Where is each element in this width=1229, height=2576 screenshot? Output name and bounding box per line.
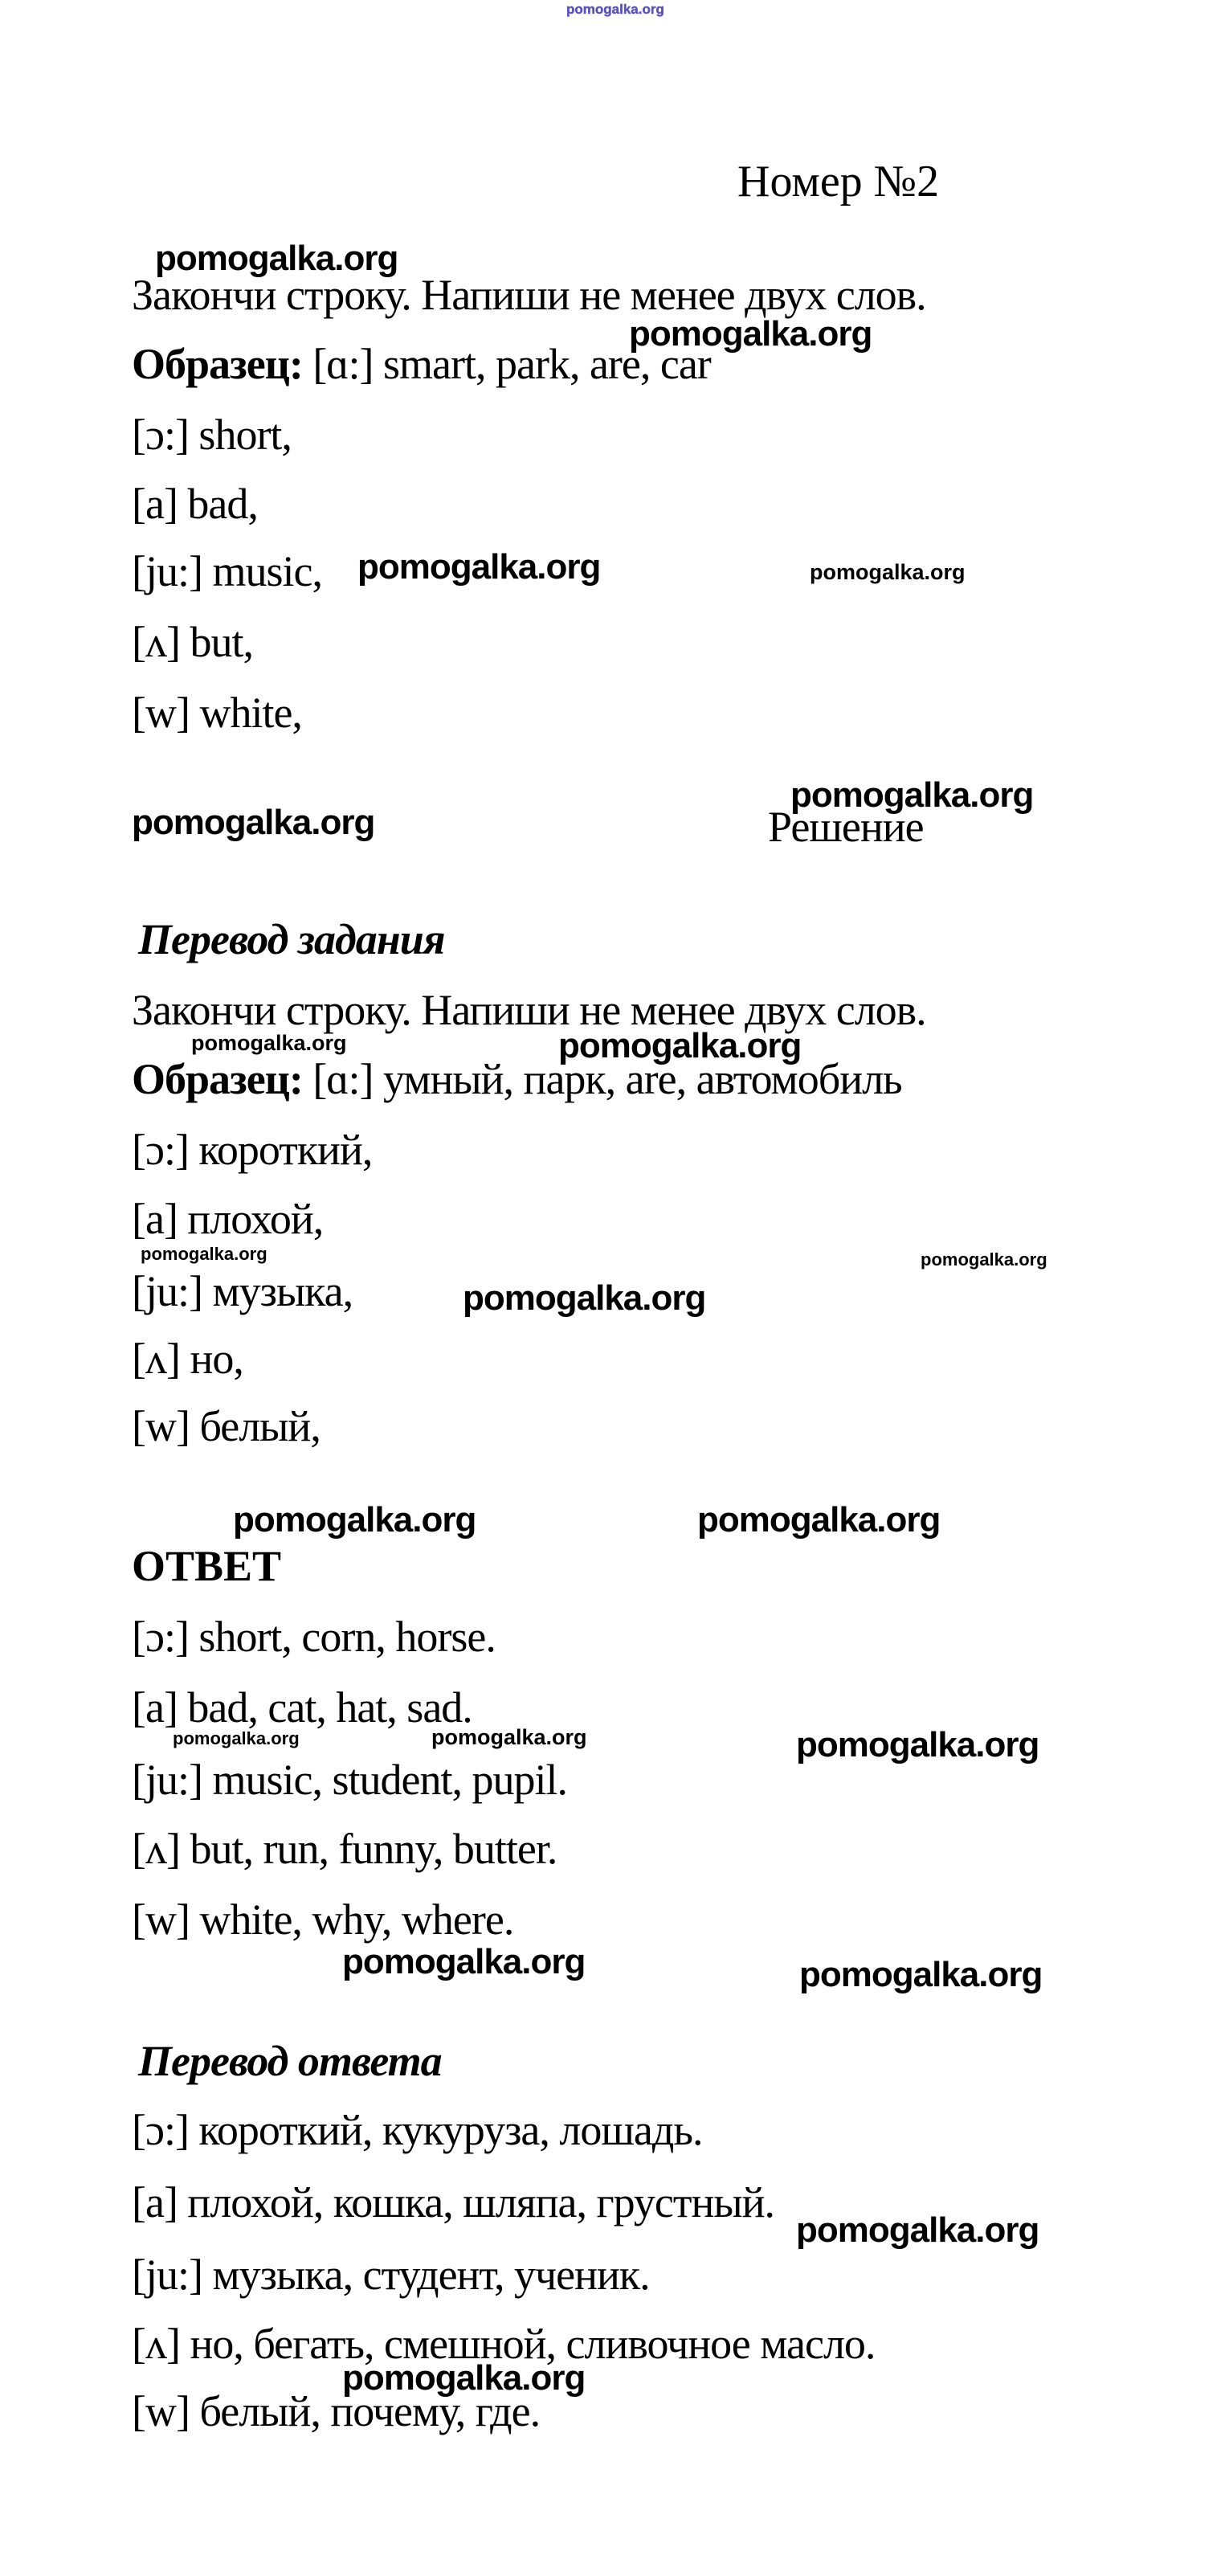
answer-translation-line: [ʌ] но, бегать, смешной, сливочное масло. [132, 2320, 876, 2368]
site-watermark: pomogalka.org [566, 2, 664, 17]
site-watermark: pomogalka.org [799, 1955, 1043, 1994]
task-instruction: Закончи строку. Напиши не менее двух слов. [132, 271, 926, 319]
site-watermark: pomogalka.org [790, 775, 1034, 815]
answer-heading: ОТВЕТ [132, 1542, 282, 1590]
task-line: [ʌ] but, [132, 618, 253, 666]
solution-heading: Решение [768, 803, 924, 851]
task-line: [w] white, [132, 689, 302, 737]
site-watermark: pomogalka.org [191, 1031, 347, 1055]
translation-line: [a] плохой, [132, 1195, 324, 1243]
site-watermark: pomogalka.org [796, 1725, 1039, 1764]
answer-translation-heading: Перевод ответа [138, 2037, 442, 2085]
answer-line: [w] white, why, where. [132, 1895, 514, 1944]
task-line: [ju:] music, [132, 547, 322, 595]
sample-text: [ɑ:] умный, парк, are, автомобиль [302, 1055, 902, 1103]
answer-translation-line: [a] плохой, кошка, шляпа, грустный. [132, 2178, 775, 2226]
sample-label: Образец: [132, 1055, 303, 1103]
sample-label: Образец: [132, 340, 303, 388]
task-line: [a] bad, [132, 480, 258, 528]
site-watermark: pomogalka.org [921, 1249, 1047, 1270]
answer-translation-line: [w] белый, почему, где. [132, 2387, 541, 2435]
translation-line: [ʌ] но, [132, 1335, 243, 1383]
translation-heading: Перевод задания [138, 915, 445, 963]
site-watermark: pomogalka.org [558, 1026, 802, 1065]
site-watermark: pomogalka.org [357, 547, 601, 587]
task-line: [ɔ:] short, [132, 411, 292, 459]
site-watermark: pomogalka.org [342, 1942, 586, 1981]
site-watermark: pomogalka.org [463, 1278, 706, 1318]
site-watermark: pomogalka.org [796, 2210, 1039, 2250]
site-watermark: pomogalka.org [141, 1244, 267, 1264]
answer-line: [ʌ] but, run, funny, butter. [132, 1825, 557, 1873]
site-watermark: pomogalka.org [132, 803, 375, 842]
site-watermark: pomogalka.org [810, 560, 966, 584]
task-sample-line [132, 341, 711, 387]
translation-sample-line [132, 1056, 902, 1102]
site-watermark: pomogalka.org [173, 1728, 300, 1748]
site-watermark: pomogalka.org [342, 2358, 586, 2398]
sample-text: [ɑ:] smart, park, are, car [302, 340, 711, 388]
translation-line: [ɔ:] короткий, [132, 1126, 373, 1174]
site-watermark: pomogalka.org [697, 1500, 941, 1539]
answer-line: [a] bad, cat, hat, sad. [132, 1683, 472, 1732]
answer-line: [ju:] music, student, pupil. [132, 1756, 567, 1804]
page-title: Номер №2 [737, 157, 940, 206]
answer-translation-line: [ju:] музыка, студент, ученик. [132, 2251, 650, 2299]
site-watermark: pomogalka.org [629, 314, 872, 354]
translation-line: [w] белый, [132, 1402, 321, 1450]
answer-line: [ɔ:] short, corn, horse. [132, 1613, 496, 1661]
translation-line: [ju:] музыка, [132, 1267, 353, 1315]
site-watermark: pomogalka.org [431, 1725, 587, 1749]
site-watermark: pomogalka.org [233, 1500, 476, 1539]
translation-instruction: Закончи строку. Напиши не менее двух слов. [132, 986, 926, 1034]
answer-translation-line: [ɔ:] короткий, кукуруза, лошадь. [132, 2106, 703, 2154]
site-watermark: pomogalka.org [155, 239, 398, 278]
